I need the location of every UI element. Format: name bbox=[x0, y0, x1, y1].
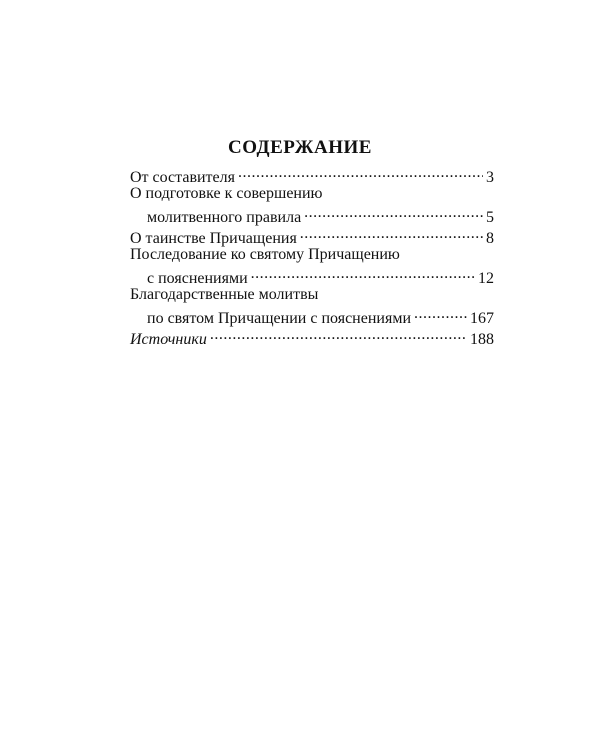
table-of-contents bbox=[130, 163, 494, 346]
page-title: СОДЕРЖАНИЕ bbox=[228, 137, 372, 158]
toc-entry[interactable] bbox=[130, 163, 494, 186]
toc-page-number: 167 bbox=[470, 310, 494, 327]
toc-entry-title: Благодарственные молитвы bbox=[130, 286, 319, 303]
dot-leader bbox=[300, 224, 483, 243]
toc-page-number: 5 bbox=[486, 209, 494, 226]
toc-entry-title-continuation: по святом Причащении с пояснениями bbox=[147, 310, 411, 327]
toc-entry-title: От составителя bbox=[130, 169, 235, 186]
toc-entry-title: Источники bbox=[130, 331, 207, 348]
toc-page-number: 188 bbox=[470, 331, 494, 348]
dot-leader bbox=[414, 304, 467, 323]
dot-leader bbox=[238, 163, 483, 182]
dot-leader bbox=[251, 264, 475, 283]
toc-entry-title-continuation: молитвенного правила bbox=[147, 209, 302, 226]
toc-entry[interactable] bbox=[130, 184, 494, 226]
toc-page-number: 8 bbox=[486, 230, 494, 247]
toc-entry[interactable] bbox=[130, 285, 494, 327]
dot-leader bbox=[304, 203, 483, 222]
toc-page-number: 12 bbox=[478, 270, 494, 287]
toc-entry-title: О подготовке к совершению bbox=[130, 185, 323, 202]
toc-entry-title-continuation: с пояснениями bbox=[147, 270, 248, 287]
toc-entry-title: О таинстве Причащения bbox=[130, 230, 297, 247]
toc-entry-title: Последование ко святому Причащению bbox=[130, 246, 400, 263]
toc-page-number: 3 bbox=[486, 169, 494, 186]
toc-entry[interactable] bbox=[130, 245, 494, 287]
dot-leader bbox=[210, 325, 467, 344]
